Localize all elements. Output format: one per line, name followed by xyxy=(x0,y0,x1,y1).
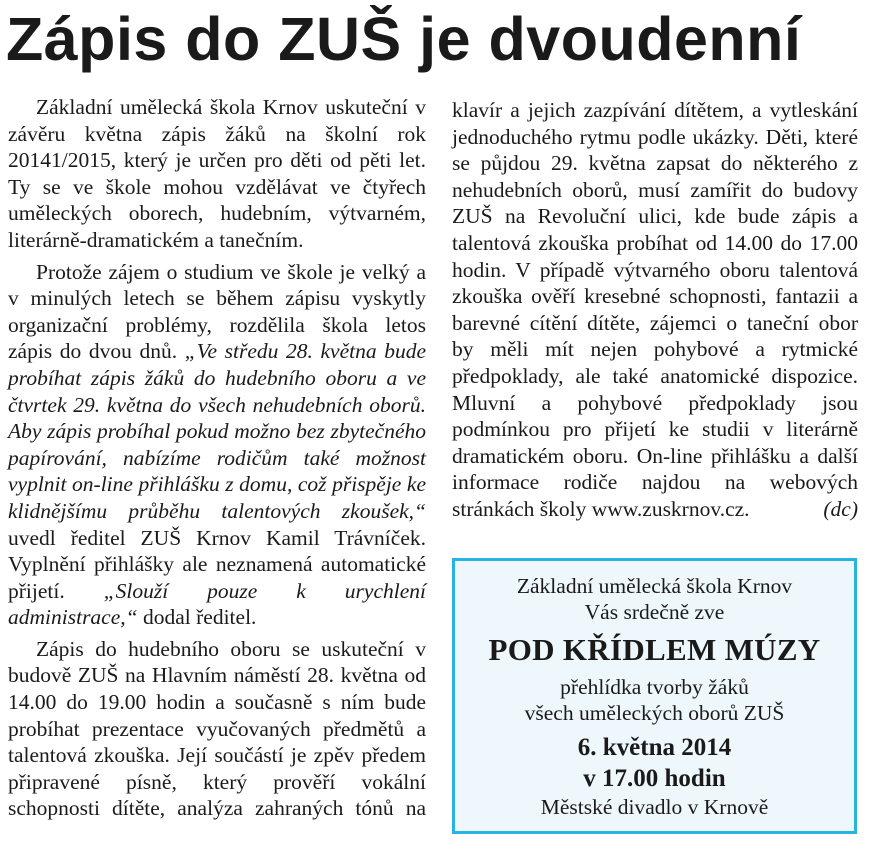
headline: Zápis do ZUŠ je dvoudenní xyxy=(6,5,802,73)
event-invitation-box xyxy=(452,558,857,834)
paragraph-3-text-continued: klavír a jejich zazpívání dítětem, a vytleskání jednoduchého rytmu podle ukázky. Děti, které se půjdou 29. května zapsat do některého z nehudebních oborů, musí zamířit do budovy ZUŠ na Revoluční ulici, kde bude zápis a talentová zkouška probíhat od 14.00 do 17.00 hodin. V případě výtvarného oboru talentová zkouška ověří kresebné schopnosti, fantazii a barevné cítění dítěte, zájemci o taneční obor by měli mít nejen pohybové a rytmické předpoklady, ale také anatomické dispozice. Mluvní a pohybové předpoklady jsou podmínkou pro přijetí ke studii v literárně dramatickém oboru. On-line přihlášku a další informace rodiče najdou na webových stránkách školy www.zuskrnov.cz. xyxy=(452,98,858,521)
byline: (dc) xyxy=(823,496,858,521)
director-quote-1: „Ve středu 28. května bude probíhat zápis žáků do hudebního oboru a ve čtvrtek 29. května do všech nehudebních oborů. Aby zápis probíhal pokud možno bez zbytečného papírování, nabízíme rodičům také možnost vyplnit on-line přihlášku z domu, což přispěje ke klidnějšímu průběhu talentových zkoušek,“ xyxy=(8,339,426,523)
event-subtitle-1: přehlídka tvorby žáků xyxy=(560,675,749,699)
paragraph-2-text-b: uvedl ředitel ZUŠ Krnov Kamil Trávníček. Vyplnění přihlášky ale neznamená automatické přijetí. xyxy=(8,525,426,603)
director-quote-2: „Slouží pouze k urychlení administrace,“ xyxy=(8,578,426,630)
invitation-greeting: Vás srdečně zve xyxy=(584,600,725,624)
paragraph-3-text: Zápis do hudebního oboru se uskuteční v budově ZUŠ na Hlavním náměstí 28. května od 14.00 do 19.00 hodin a současně s ním bude probíhat prezentace vyučovaných předmětů a talentová zkouška. Její součástí je zpěv předem připravené písně, který prověří vokální schopnosti dítěte, analýza zahraných tónů na xyxy=(8,636,426,821)
article-paragraph-3-continued xyxy=(452,97,858,523)
event-subtitle-2: všech uměleckých oborů ZUŠ xyxy=(524,701,785,725)
article-column-left xyxy=(8,94,426,822)
paragraph-2-text-c: dodal ředitel. xyxy=(137,605,257,630)
paragraph-2-text-a: Protože zájem o studium ve škole je velký a v minulých letech se během zápisu vyskytly organizační problémy, rozdělila škola letos zápis do dvou dnů. xyxy=(8,259,426,364)
article-paragraph-1: Základní umělecká škola Krnov uskuteční v závěru května zápis žáků na školní rok 20141/2015, který je určen pro děti od pěti let. Ty se ve škole mohou vzdělávat ve čtyřech uměleckých oborech, hudebním, výtvarném, literárně-dramatickém a tanečním. xyxy=(8,95,426,252)
event-venue: Městské divadlo v Krnově xyxy=(540,795,769,819)
event-time: v 17.00 hodin xyxy=(583,765,726,792)
invitation-school-name: Základní umělecká škola Krnov xyxy=(516,574,793,598)
article-paragraph-2 xyxy=(8,259,426,631)
event-title: POD KŘÍDLEM MÚZY xyxy=(488,632,821,667)
article-paragraph-3 xyxy=(8,636,426,822)
event-date: 6. května 2014 xyxy=(577,734,732,761)
article-column-right xyxy=(452,97,858,523)
